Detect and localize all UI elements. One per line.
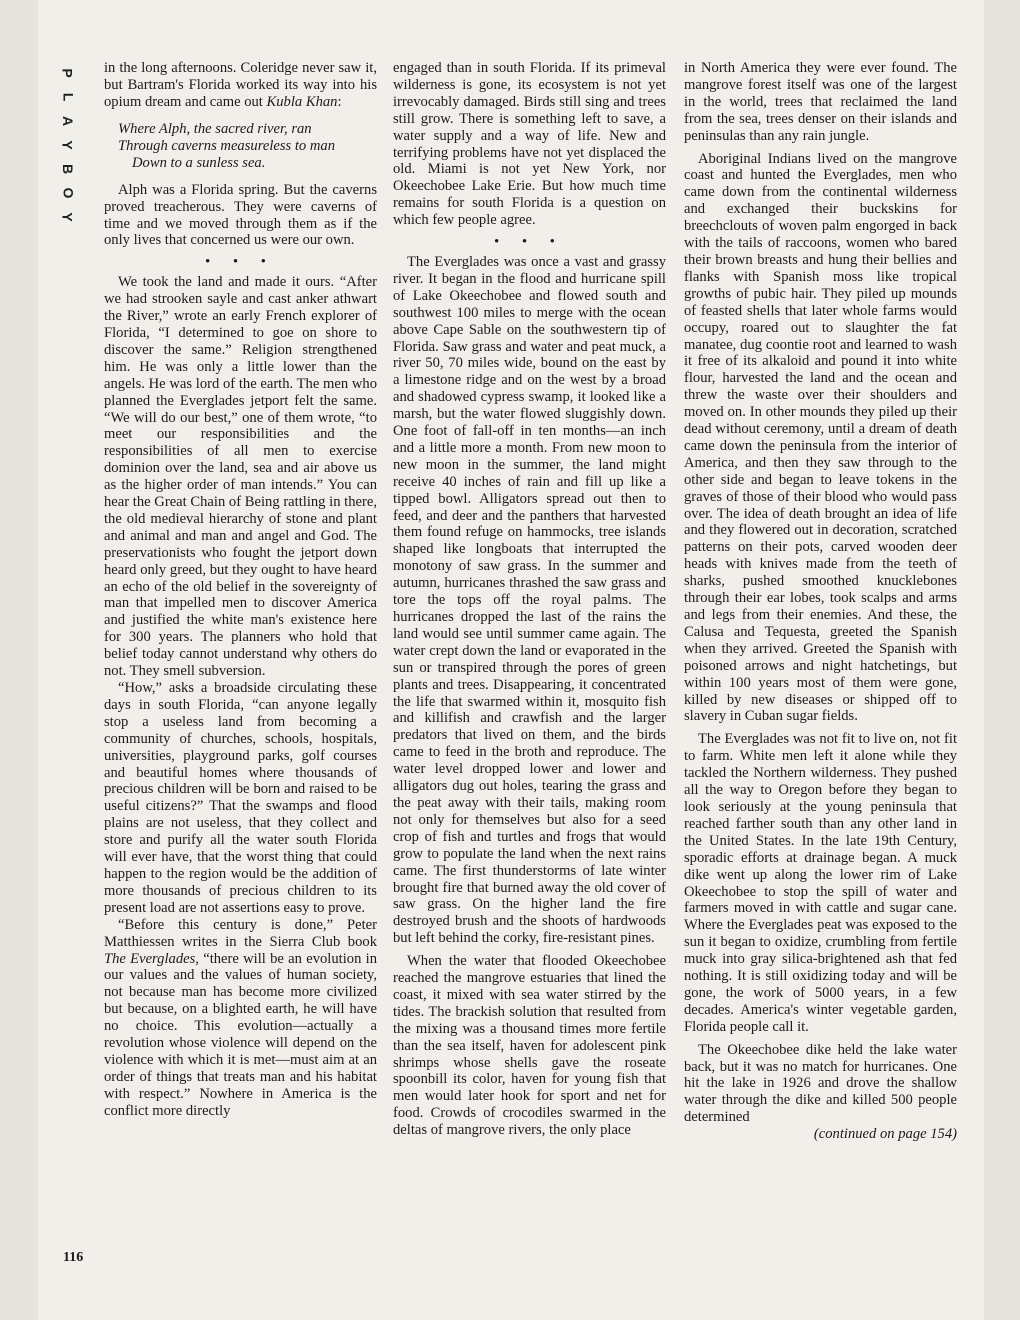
paragraph: The Everglades was not fit to live on, not fit to farm. White men left it alone while they tackled the Northern wilderness. They pushed all the way to Oregon before they began to look seriously at the young peninsula that reached farther south than any other land in the United States. In the late 19th Century, sporadic efforts at drainage began. A muck dike went up along the lower rim of Lake Okeechobee to stop the spill of water and farmers moved in with cattle and sugar cane. Where the Everglades peat was exposed to the sun it began to oxidize, crumbling from fertile muck into gray silica-brightened ash that fed nothing. It is still oxidizing today and will be gone, the work of 5000 years, in a few decades. America's winter vegetable garden, Florida people call it. [684,731,957,1035]
paragraph: When the water that flooded Okeechobee reached the mangrove estuaries that lined the coast, it mixed with sea water stirred by the tides. The brackish solution that resulted from the mixing was a thousand times more fertile than the sea itself, haven for adolescent pink shrimps whose shells gave the roseate spoonbill its color, haven for young fish that men would later hook for sport and net for food. Crowds of crocodiles swarmed in the deltas of mangrove rivers, the only place [393,953,666,1139]
continued-note: (continued on page 154) [813,1126,957,1143]
verse-quote [118,121,377,172]
text-column-1 [104,60,377,1120]
spine-letter: O [59,187,76,199]
spine-letter: Y [60,140,76,150]
spine-letter: A [60,115,76,127]
paragraph: engaged than in south Florida. If its primeval wilderness is gone, its ecosystem is not yet irrevocably damaged. Birds still sing and trees still grow. There is something left to save, a water supply and a way of life. New and terrifying problems have not yet displaced the old. Miami is not yet New York, nor Okeechobee Lake Erie. But how much time remains for south Florida is a question on which few people agree. [393,60,666,229]
paragraph: We took the land and made it ours. “After we had strooken sayle and cast anker athwart the River,” wrote an early French explorer of Florida, “I determined to goe on shore to discover the same.” Religion strengthened him. He was only a little lower than the angels. He was lord of the earth. The men who planned the Everglades jetport felt the same. “We will do our best,” one of them wrote, “to meet our responsibilities and the responsibilities of all men to exercise dominion over the land, sea and air above us as the higher order of man intends.” You can hear the Great Chain of Being rattling in there, the old medieval hierarchy of stone and plant and animal and man and angel and God. The preservationists who fought the jetport down heard only greed, but they ought to have heard an echo of the old belief in the sovereignty of man that impelled men to discover America and justified the white man's existence here for 300 years. The planners who hold that belief today cannot understand why others do not. They smell subversion. [104,274,377,680]
verse-line: Where Alph, the sacred river, ran [118,120,312,137]
spine-letter: Y [60,212,76,222]
paragraph: Aboriginal Indians lived on the mangrove coast and hunted the Everglades, men who came down from the continental wilderness and exchanged their buckskins for breechclouts of woven palm engorged in back with the tails of raccoons, women who bared their brown breasts and hung their bellies and flanks with Spanish moss like tropical growths of pubic hair. They piled up mounds of feasted shells that later whole farms would occupy, roared out to slaughter the fat manatee, dug coontie root and learned to wash it free of its alkaloid and pound it into white flour, harvested the land and the ocean and threw the waste over their shoulders and moved on. In other mounds they piled up their dead without ceremony, until a dream of death came down the peninsula from the interior of America, and then they saw through to the other side and began to leave tokens in the graves of those of their blood who would pass over. The idea of death brought an idea of life and they flowered out in decoration, scratched patterns on their pots, carved wooden deer heads with knives made from the teeth of sharks, pushed smoothed knucklebones through their ear lobes, took scalps and arms and legs from their enemies. And these, the Calusa and Tequesta, greeted the Spanish when they arrived. Greeted the Spanish with poisoned arrows and night hatchetings, but within 100 years most of them were gone, killed by new diseases or shipped off to slavery in Cuban sugar fields. [684,150,957,725]
paragraph: Alph was a Florida spring. But the caverns proved treacherous. They were caverns of time and we moved through them as if the only lives that concerned us were our own. [104,181,377,249]
spine-letter: P [60,68,76,78]
verse-line: Down to a sunless sea. [132,154,266,171]
text-column-2 [393,60,666,1139]
magazine-name-vertical [56,64,80,226]
spine-letter: L [60,92,76,102]
text-column-3 [684,60,957,1143]
paragraph: The Okeechobee dike held the lake water back, but it was no match for hurricanes. One hit the lake in 1926 and drove the shallow water through the dike and killed 500 people determined [684,1041,957,1126]
verse-line: Through caverns measureless to man [118,137,335,154]
paragraph: “Before this century is done,” Peter Matthiessen writes in the Sierra Club book The Everglades, “there will be an evolution in our values and the values of human society, not because man has become more civilized but because, on a blighted earth, he will have no choice. This evolution—actually a revolution whose violence will depend on the violence with which it is met—must aim at an order of things that treats man and his habitat with respect.” Nowhere in America is the conflict more directly [104,916,377,1119]
paragraph: in North America they were ever found. The mangrove forest itself was one of the largest in the world, trees that reclaimed the land from the sea, trees denser on their islands and peninsulas than any rain jungle. [684,60,957,144]
spine-letter: B [60,163,76,175]
paragraph: “How,” asks a broadside circulating these days in south Florida, “can anyone legally stop a useless land from becoming a community of churches, schools, hospitals, universities, playground parks, golf courses and beautiful homes where thousands of precious children will be born and raised to be useful citizens?” That the swamps and flood plains are not useless, that they collect and store and purify all the water south Florida will ever have, that the worst thing that could happen to the region would be the addition of more thousands of precious children to its present load are not assertions easy to prove. [104,680,377,916]
section-break: • • • [494,233,565,249]
title-italic: The Everglades, [104,950,199,967]
page-number: 116 [63,1250,84,1265]
title-italic: Kubla Khan [266,93,338,110]
paragraph: in the long afternoons. Coleridge never saw it, but Bartram's Florida worked its way into his opium dream and came out Kubla Khan: [104,60,377,110]
paragraph: The Everglades was once a vast and grassy river. It began in the flood and hurricane spill of Lake Okeechobee and flowed south and southwest 100 miles to merge with the ocean above Cape Sable on the southwestern tip of Florida. Saw grass and water and peat muck, a river 50, 70 miles wide, bound on the east by a limestone ridge and on the west by a broad and shadowed cypress swamp, it looked like a marsh, but the water flowed sluggishly down. One foot of fall-off in ten months—an inch and a little more a month. From new moon to new moon in the summer, the land might receive 40 inches of rain and fill up like a tipped bowl. Alligators spread out then to feed, and deer and the panthers that harvested them found refuge on hammocks, tree islands shaped like longboats that interrupted the monotony of saw grass. In the summer and autumn, hurricanes thrashed the saw grass and tore the tops off the royal palms. The hurricanes dropped the last of the rains the land would see until summer came again. The water crept down the land or evaporated in the sun or transpired through the pores of green plants and trees. Disappearing, it concentrated the life that swarmed within it, mosquito fish and killifish and crawfish and the larger predators that lived on them, and the birds came to feed in the broth and reproduce. The water level dropped lower and lower and alligators dug out holes, tearing the grass and the peat away with their tails, making room not only for themselves but also for a seed crop of fish and turtles and frogs that would grow to populate the land when the next rains came. The first thunderstorms of late winter brought fire that burned away the old cover of saw grass. On the higher land the fire destroyed brush and the shoots of hardwoods but left behind the corky, fire-resistant pines. [393,253,666,947]
section-break: • • • [205,253,276,269]
